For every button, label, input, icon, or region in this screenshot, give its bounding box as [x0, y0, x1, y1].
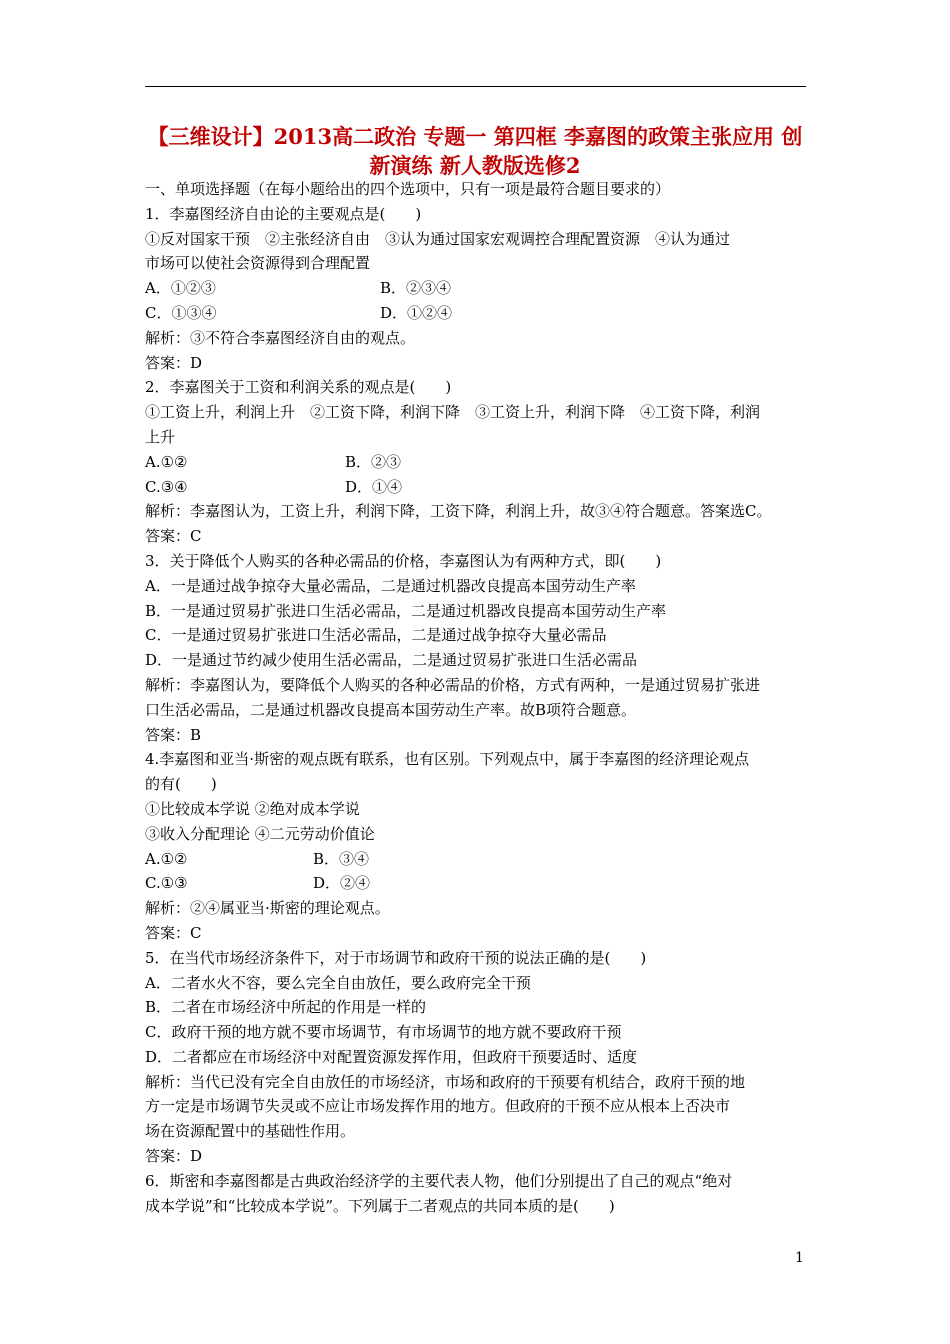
q1-items-line2: 市场可以使社会资源得到合理配置 [145, 254, 371, 273]
q5-option-b: B．二者在市场经济中所起的作用是一样的 [145, 998, 427, 1017]
q4-option-a: A.①② [145, 849, 188, 868]
q2-option-d: D．①④ [345, 477, 403, 496]
q1-analysis: 解析：③不符合李嘉图经济自由的观点。 [145, 328, 416, 347]
q3-option-a: A．一是通过战争掠夺大量必需品，二是通过机器改良提高本国劳动生产率 [145, 576, 636, 595]
q5-stem: 5．在当代市场经济条件下，对于市场调节和政府干预的说法正确的是( ) [145, 948, 647, 967]
q1-options-cd [145, 301, 807, 326]
q6-stem-line2: 成本学说”和“比较成本学说”。下列属于二者观点的共同本质的是( ) [145, 1196, 615, 1215]
q5-analysis-line2: 方一定是市场调节失灵或不应让市场发挥作用的地方。但政府的干预不应从根本上否决市 [145, 1097, 731, 1116]
q4-option-d: D．②④ [313, 874, 371, 893]
q4-option-c: C.①③ [145, 874, 188, 893]
q4-options-cd [145, 871, 807, 896]
document-body [145, 177, 807, 1218]
q2-items-line2: 上升 [145, 427, 176, 446]
q4-answer: 答案：C [145, 923, 202, 942]
q4-stem-line2: 的有( ) [145, 775, 217, 794]
q1-stem: 1．李嘉图经济自由论的主要观点是( ) [145, 204, 422, 223]
q5-option-a: A．二者水火不容，要么完全自由放任，要么政府完全干预 [145, 973, 531, 992]
q3-option-c: C．一是通过贸易扩张进口生活必需品，二是通过战争掠夺大量必需品 [145, 626, 607, 645]
q2-options-cd [145, 475, 807, 500]
q1-option-d: D．①②④ [380, 303, 453, 322]
document-title: 【三维设计】2013高二政治 专题一 第四框 李嘉图的政策主张应用 创新演练 新人教版选修2 [147, 124, 803, 178]
page-number: 1 [795, 1250, 804, 1266]
q1-option-a: A．①②③ [145, 279, 216, 298]
q1-items-line1: ①反对国家干预 ②主张经济自由 ③认为通过国家宏观调控合理配置资源 ④认为通过 [145, 229, 731, 248]
q2-stem: 2．李嘉图关于工资和利润关系的观点是( ) [145, 378, 452, 397]
q5-answer: 答案：D [145, 1147, 203, 1166]
q5-analysis-line1: 解析：当代已没有完全自由放任的市场经济，市场和政府的干预要有机结合，政府干预的地 [145, 1072, 746, 1091]
q3-analysis-line1: 解析：李嘉图认为，要降低个人购买的各种必需品的价格，方式有两种，一是通过贸易扩张进 [145, 675, 761, 694]
q3-stem: 3．关于降低个人购买的各种必需品的价格，李嘉图认为有两种方式，即( ) [145, 551, 662, 570]
section-heading: 一、单项选择题（在每小题给出的四个选项中，只有一项是最符合题目要求的） [145, 180, 671, 198]
q2-option-c: C.③④ [145, 477, 188, 496]
q2-items-line1: ①工资上升，利润上升 ②工资下降，利润下降 ③工资上升，利润下降 ④工资下降，利润 [145, 403, 761, 422]
q4-option-b: B．③④ [313, 849, 370, 868]
q5-option-d: D．二者都应在市场经济中对配置资源发挥作用，但政府干预要适时、适度 [145, 1047, 638, 1066]
q3-analysis-line2: 口生活必需品，二是通过机器改良提高本国劳动生产率。故B项符合题意。 [145, 700, 637, 719]
q3-option-b: B．一是通过贸易扩张进口生活必需品，二是通过机器改良提高本国劳动生产率 [145, 601, 667, 620]
q4-items-line2: ③收入分配理论 ④二元劳动价值论 [145, 824, 375, 843]
q1-option-c: C．①③④ [145, 303, 217, 322]
q6-stem-line1: 6．斯密和李嘉图都是古典政治经济学的主要代表人物，他们分别提出了自己的观点“绝对 [145, 1171, 733, 1190]
q1-answer: 答案：D [145, 353, 203, 372]
q3-answer: 答案：B [145, 725, 202, 744]
q3-option-d: D．一是通过节约减少使用生活必需品，二是通过贸易扩张进口生活必需品 [145, 651, 638, 670]
q4-stem-line1: 4.李嘉图和亚当·斯密的观点既有联系，也有区别。下列观点中，属于李嘉图的经济理论观点 [145, 750, 750, 769]
q4-items-line1: ①比较成本学说 ②绝对成本学说 [145, 799, 360, 818]
q1-options-ab [145, 276, 807, 301]
q1-option-b: B．②③④ [380, 279, 452, 298]
q2-answer: 答案：C [145, 527, 202, 546]
q2-option-b: B．②③ [345, 452, 402, 471]
q4-options-ab [145, 847, 807, 872]
q2-option-a: A.①② [145, 452, 188, 471]
q4-analysis: 解析：②④属亚当·斯密的理论观点。 [145, 899, 390, 918]
q5-analysis-line3: 场在资源配置中的基础性作用。 [145, 1122, 356, 1141]
q5-option-c: C．政府干预的地方就不要市场调节，有市场调节的地方就不要政府干预 [145, 1023, 622, 1042]
header-rule [145, 86, 806, 87]
q2-analysis: 解析：李嘉图认为，工资上升，利润下降，工资下降，利润上升，故③④符合题意。答案选C。 [145, 502, 772, 521]
q2-options-ab [145, 450, 807, 475]
